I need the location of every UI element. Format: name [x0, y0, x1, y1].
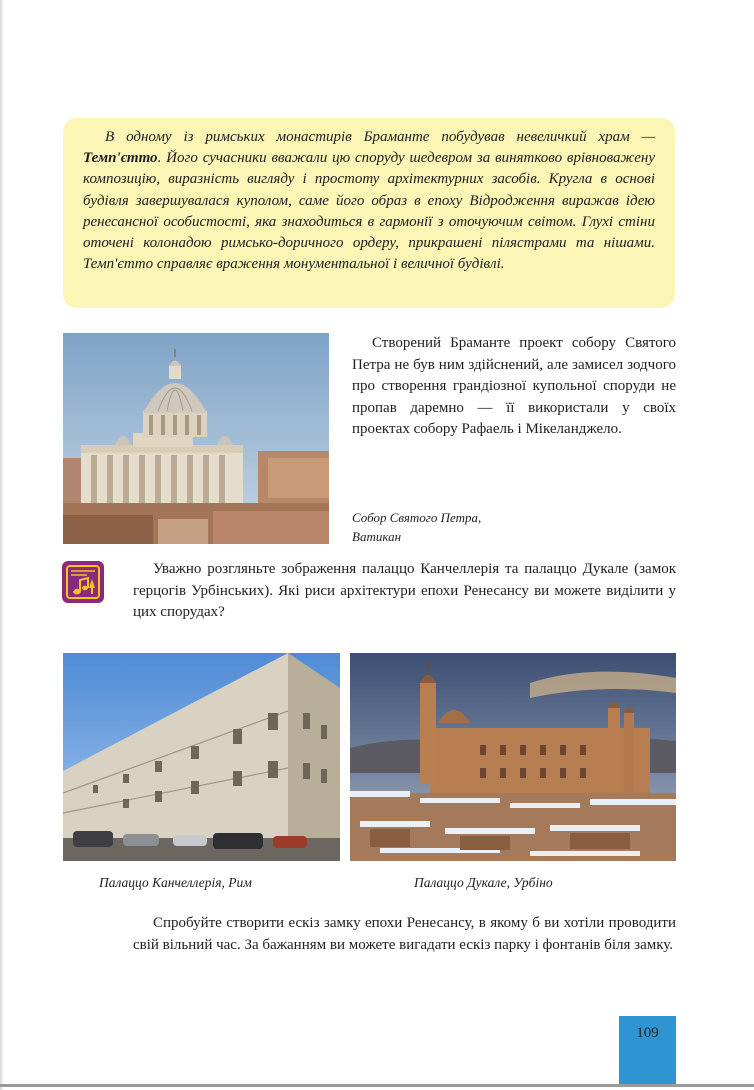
- ducale-photo: [350, 653, 676, 861]
- page-bottom-rule: [0, 1084, 754, 1087]
- tempietto-callout: [63, 118, 675, 308]
- cancelleria-caption: Палаццо Канчеллерія, Рим: [99, 875, 252, 890]
- st-peter-caption-line1: Собор Святого Петра,: [352, 510, 482, 525]
- cancelleria-photo: [63, 653, 340, 861]
- st-peter-paragraph: [352, 333, 676, 441]
- task-paragraph: [133, 559, 676, 624]
- st-peter-caption: [352, 508, 481, 546]
- page-number: 109: [636, 1025, 659, 1041]
- callout-text: [83, 127, 655, 275]
- page-edge: [0, 0, 4, 1090]
- ducale-caption: Палаццо Дукале, Урбіно: [414, 875, 553, 890]
- callout-bold-term: Темп'єтто: [83, 150, 158, 167]
- music-notes-icon: [62, 561, 104, 603]
- callout-text-end: . Його сучасники вважали цю споруду шедевром за винятково врівноважену композицію, виразність вигляду і простоту архітектурних засобів. Кругла в основі будівля завершувалася куполом, саме його образ в епоху Відродження виражав ідею ренесансної особистості, яка знаходиться в гармонії з оточуючим світом. Глухі стіни оточені колонадою римсько-доричного ордеру, прикрашені пілястрами та нішами. Темп'єтто справляє враження монументальної і величної будівлі.: [83, 150, 655, 273]
- page-number-badge: [619, 1016, 676, 1086]
- task-text: Уважно розгляньте зображення палаццо Канчеллерія та палаццо Дукале (замок герцогів Урбінських). Які риси архітектури епохи Ренесансу ви можете виділити у цих спорудах?: [133, 561, 676, 621]
- st-peter-photo: [63, 333, 329, 544]
- callout-text-start: В одному із римських монастирів Браманте побудував невеличкий храм —: [105, 129, 655, 145]
- st-peter-caption-line2: Ватикан: [352, 529, 402, 544]
- final-paragraph: [133, 913, 676, 956]
- st-peter-text: Створений Браманте проект собору Святого Петра не був ним здійснений, але замисел зодчого про створення грандіозної купольної споруди не пропав даремно — її використали у своїх проектах собору Рафаель і Мікеланджело.: [352, 335, 676, 438]
- final-paragraph-text: Спробуйте створити ескіз замку епохи Ренесансу, в якому б ви хотіли проводити свій вільний час. За бажанням ви можете вигадати ескіз парку і фонтанів біля замку.: [133, 915, 676, 953]
